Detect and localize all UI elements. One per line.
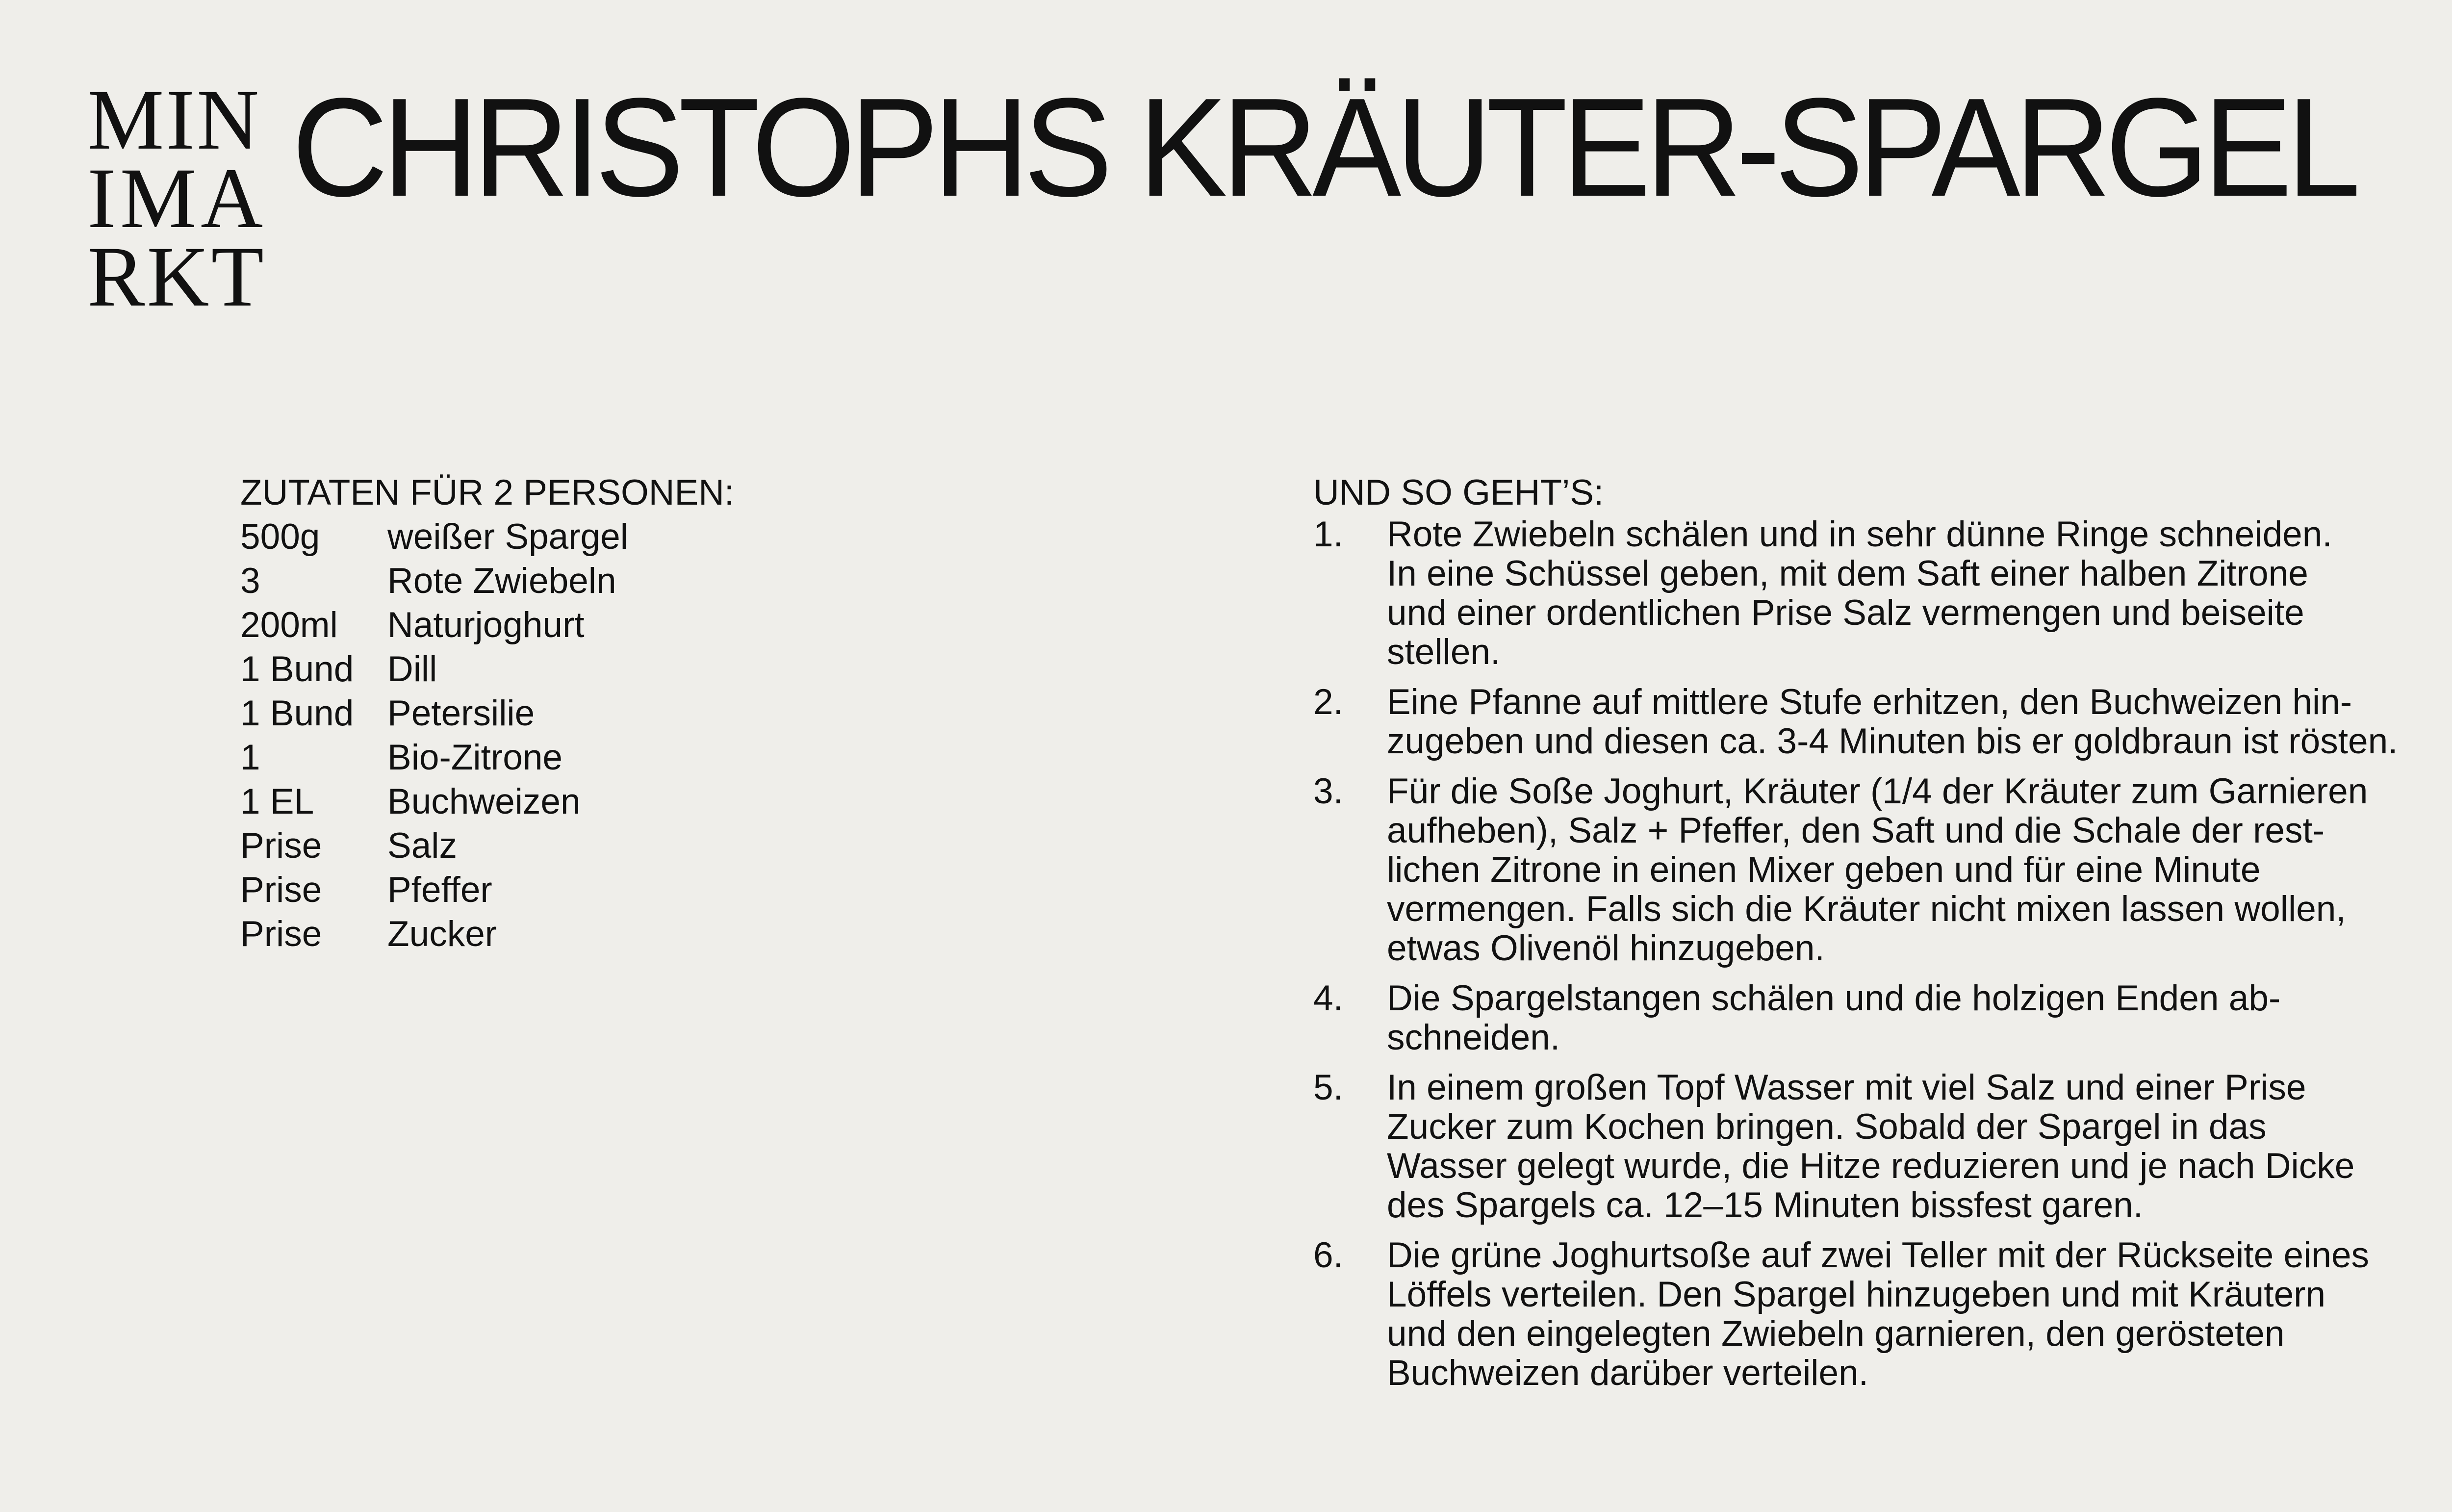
ingredient-name: Bio-Zitrone xyxy=(387,738,563,777)
step-line: Die Spargelstangen schälen und die holzigen Enden ab- xyxy=(1387,978,2281,1018)
ingredient-quantity: Prise xyxy=(240,826,322,866)
ingredient-quantity: 500g xyxy=(240,517,320,557)
step-line: vermengen. Falls sich die Kräuter nicht mixen lassen wollen, xyxy=(1387,889,2346,929)
instruction-step xyxy=(1313,1236,2392,1393)
ingredient-quantity: 3 xyxy=(240,561,260,601)
step-line: stellen. xyxy=(1387,632,1501,672)
ingredient-row xyxy=(240,736,1123,780)
step-line: des Spargels ca. 12–15 Minuten bissfest garen. xyxy=(1387,1185,2144,1225)
ingredient-row xyxy=(240,912,1123,956)
step-text xyxy=(1387,1068,2354,1225)
step-line: zugeben und diesen ca. 3-4 Minuten bis er goldbraun ist rösten. xyxy=(1387,721,2398,761)
step-line: schneiden. xyxy=(1387,1018,1560,1057)
ingredients-heading: ZUTATEN FÜR 2 PERSONEN: xyxy=(240,473,735,513)
ingredient-quantity: Prise xyxy=(240,870,322,910)
step-text xyxy=(1387,979,2280,1057)
step-number: 1. xyxy=(1313,514,1343,554)
instruction-step xyxy=(1313,979,2392,1057)
ingredient-row xyxy=(240,603,1123,647)
ingredient-quantity: 1 Bund xyxy=(240,649,354,689)
instruction-step xyxy=(1313,682,2398,761)
page-title: CHRISTOPHS KRÄUTER-SPARGEL xyxy=(292,69,2355,226)
ingredient-quantity: 1 EL xyxy=(240,782,314,821)
minimarkt-logo xyxy=(87,72,274,325)
ingredient-quantity: 1 xyxy=(240,738,260,777)
step-line: und einer ordentlichen Prise Salz vermengen und beiseite xyxy=(1387,593,2304,633)
step-line: In einem großen Topf Wasser mit viel Salz und einer Prise xyxy=(1387,1068,2306,1107)
ingredient-name: Salz xyxy=(387,826,458,866)
step-line: Wasser gelegt wurde, die Hitze reduzieren und je nach Dicke xyxy=(1387,1146,2355,1186)
step-line: Rote Zwiebeln schälen und in sehr dünne Ringe schneiden. xyxy=(1387,514,2332,554)
ingredients-list xyxy=(240,515,1123,956)
step-line: etwas Olivenöl hinzugeben. xyxy=(1387,928,1825,968)
ingredient-name: Dill xyxy=(387,649,437,689)
step-line: In eine Schüssel geben, mit dem Saft einer halben Zitrone xyxy=(1387,554,2308,593)
step-line: lichen Zitrone in einen Mixer geben und für eine Minute xyxy=(1387,850,2261,890)
logo-line: MIN xyxy=(87,72,261,168)
ingredient-row xyxy=(240,692,1123,736)
ingredient-row xyxy=(240,868,1123,912)
instruction-step xyxy=(1313,515,2392,672)
step-line: Eine Pfanne auf mittlere Stufe erhitzen, den Buchweizen hin- xyxy=(1387,682,2352,722)
step-text xyxy=(1387,683,2398,761)
ingredient-row xyxy=(240,824,1123,868)
step-line: Buchweizen darüber verteilen. xyxy=(1387,1353,1869,1393)
step-line: und den eingelegten Zwiebeln garnieren, den gerösteten xyxy=(1387,1314,2285,1354)
instruction-step xyxy=(1313,1068,2392,1225)
step-text xyxy=(1387,515,2332,672)
step-number: 2. xyxy=(1313,682,1343,722)
instructions-section xyxy=(1313,471,2398,1404)
step-number: 3. xyxy=(1313,771,1343,811)
step-text xyxy=(1387,772,2368,968)
step-line: aufheben), Salz + Pfeffer, den Saft und die Schale der rest- xyxy=(1387,811,2325,850)
instructions-heading: UND SO GEHT’S: xyxy=(1313,473,1604,513)
ingredients-section xyxy=(240,471,1123,956)
ingredient-quantity: 200ml xyxy=(240,605,338,645)
logo-line: IMA xyxy=(87,151,267,246)
ingredient-name: Zucker xyxy=(387,914,497,954)
ingredient-row xyxy=(240,647,1123,692)
ingredient-quantity: 1 Bund xyxy=(240,693,354,733)
ingredient-name: Naturjoghurt xyxy=(387,605,585,645)
ingredient-name: Buchweizen xyxy=(387,782,581,821)
ingredient-name: Rote Zwiebeln xyxy=(387,561,616,601)
ingredient-row xyxy=(240,559,1123,603)
step-number: 5. xyxy=(1313,1068,1343,1107)
logo-line: RKT xyxy=(87,229,266,325)
ingredient-row xyxy=(240,780,1123,824)
ingredient-name: weißer Spargel xyxy=(387,517,628,557)
step-number: 4. xyxy=(1313,978,1343,1018)
step-text xyxy=(1387,1236,2369,1393)
step-line: Die grüne Joghurtsoße auf zwei Teller mit der Rückseite eines xyxy=(1387,1235,2370,1275)
step-line: Zucker zum Kochen bringen. Sobald der Spargel in das xyxy=(1387,1107,2267,1147)
step-line: Löffels verteilen. Den Spargel hinzugeben und mit Kräutern xyxy=(1387,1275,2326,1314)
ingredient-row xyxy=(240,515,1123,559)
step-line: Für die Soße Joghurt, Kräuter (1/4 der Kräuter zum Garnieren xyxy=(1387,771,2368,811)
ingredient-name: Petersilie xyxy=(387,693,535,733)
step-number: 6. xyxy=(1313,1235,1343,1275)
ingredient-quantity: Prise xyxy=(240,914,322,954)
ingredient-name: Pfeffer xyxy=(387,870,492,910)
instruction-step xyxy=(1313,772,2392,968)
